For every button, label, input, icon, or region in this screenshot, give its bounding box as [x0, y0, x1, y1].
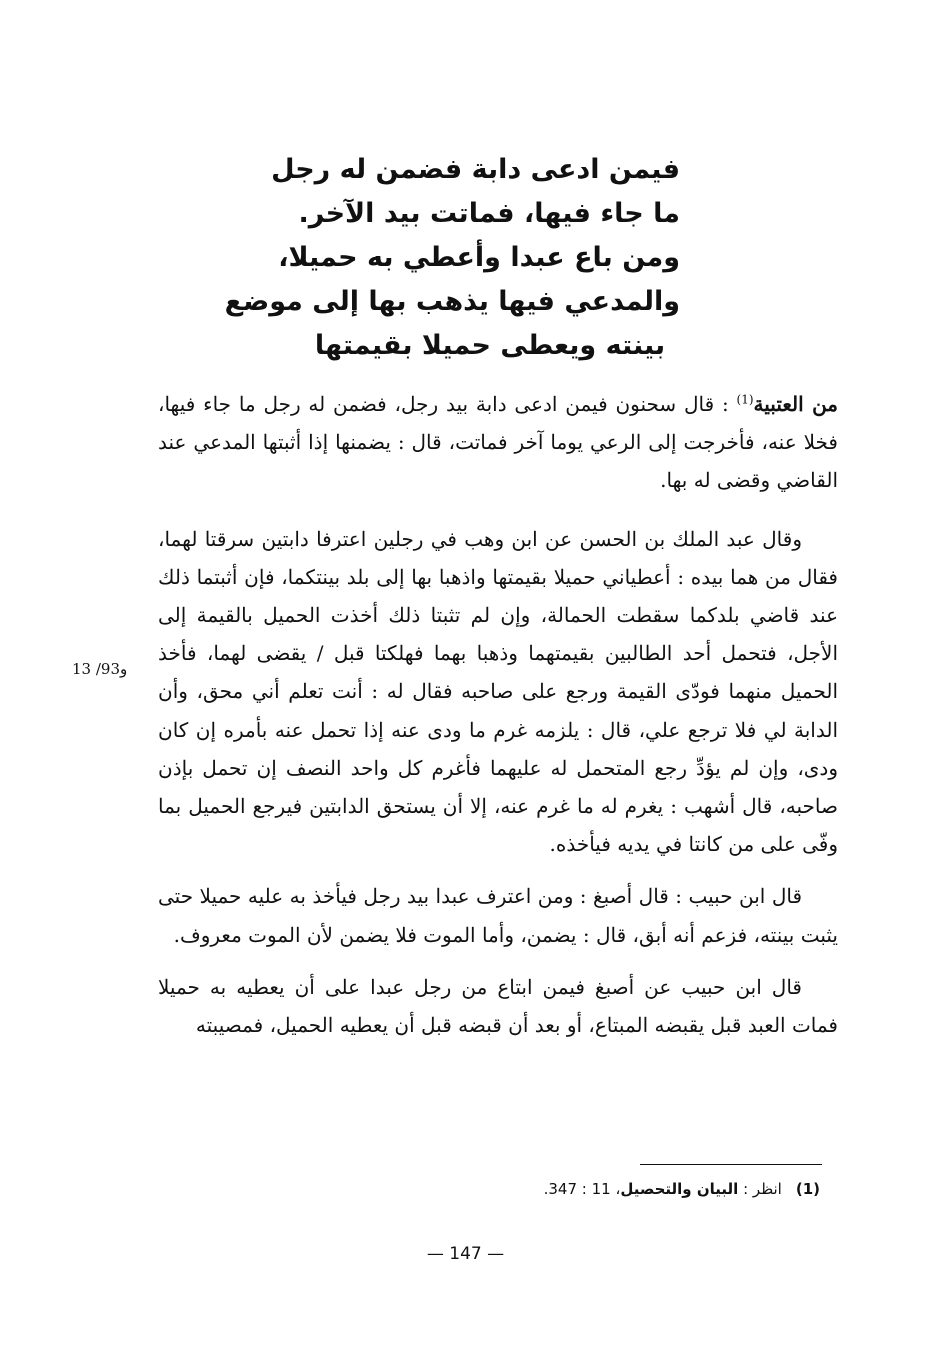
paragraph-4	[158, 968, 838, 1044]
heading-line: فيمن ادعى دابة فضمن له رجل	[271, 154, 680, 185]
paragraph-1	[158, 385, 838, 500]
paragraph-3	[158, 877, 838, 953]
paragraph-2	[158, 520, 838, 864]
footnote-suffix: ، 11 : 347.	[543, 1180, 621, 1198]
body-text	[158, 385, 838, 1058]
footnote-divider	[640, 1164, 822, 1165]
footnote	[440, 1180, 820, 1198]
footnote-number: (1)	[795, 1180, 820, 1198]
footnote-mark: (1)	[736, 392, 754, 407]
paragraph-text: قال ابن حبيب عن أصبغ فيمن ابتاع من رجل عبدا على أن يعطيه به حميلا فمات العبد قبل يقبضه المبتاع، أو بعد أن قبضه قبل أن يعطيه الحميل، فمصيبته	[158, 974, 838, 1038]
heading-line: بينته ويعطى حميلا بقيمتها	[314, 330, 666, 361]
heading-line: ومن باع عبدا وأعطي به حميلا،	[278, 242, 680, 273]
source-title: من العتبية	[753, 392, 839, 416]
section-heading	[224, 148, 680, 368]
footnote-prefix: انظر :	[738, 1180, 782, 1198]
paragraph-text: قال ابن حبيب : قال أصبغ : ومن اعترف عبدا بيد رجل فيأخذ به عليه حميلا حتى يثبت بينته، فزعم أنه أبق، قال : يضمن، وأما الموت فلا يضمن لأن الموت معروف.	[158, 884, 838, 947]
paragraph-text: وقال عبد الملك بن الحسن عن ابن وهب في رجلين اعترفا دابتين سرقتا لهما، فقال من هما بيده : أعطياني حميلا بقيمتها واذهبا بها إلى بلد بينتكما، فإن أثبتما ذلك عند قاضي بلدكما سقطت الحمالة، وإن لم تثبتا ذلك أخذت الحميل بالقيمة إلى الأجل، فتحمل أحد الطالبين بقيمتهما وذهبا بهما فهلكتا قبل / يقضى لهما، فأخذ الحميل منهما فودّى القيمة ورجع على صاحبه فقال له : أنت تعلم أني محق، وأن الدابة لي فلا ترجع علي، قال : يلزمه غرم ما ودى عنه إذا تحمل عنه بأمره إن كان ودى، وإن لم يؤدِّ رجع المتحمل له عليهما فأغرم كل واحد النصف إن تحمل بإذن صاحبه، قال أشهب : يغرم له ما غرم عنه، إلا أن يستحق الدابتين فيرجع الحميل بما وفّى على من كانتا في يديه فيأخذه.	[158, 526, 838, 857]
footnote-reference-title: البيان والتحصيل	[620, 1180, 739, 1198]
manuscript-folio-note: 13 /93و	[72, 660, 128, 678]
heading-line: ما جاء فيها، فماتت بيد الآخر.	[298, 198, 680, 229]
heading-line: والمدعي فيها يذهب بها إلى موضع	[224, 286, 680, 317]
page-number: — 147 —	[426, 1244, 505, 1264]
paragraph-text: : قال سحنون فيمن ادعى دابة بيد رجل، فضمن له رجل ما جاء فيها، فخلا عنه، فأخرجت إلى الرعي يوما آخر فماتت، قال : يضمنها إذا أثبتها المدعي عند القاضي وقضى له بها.	[158, 392, 838, 493]
